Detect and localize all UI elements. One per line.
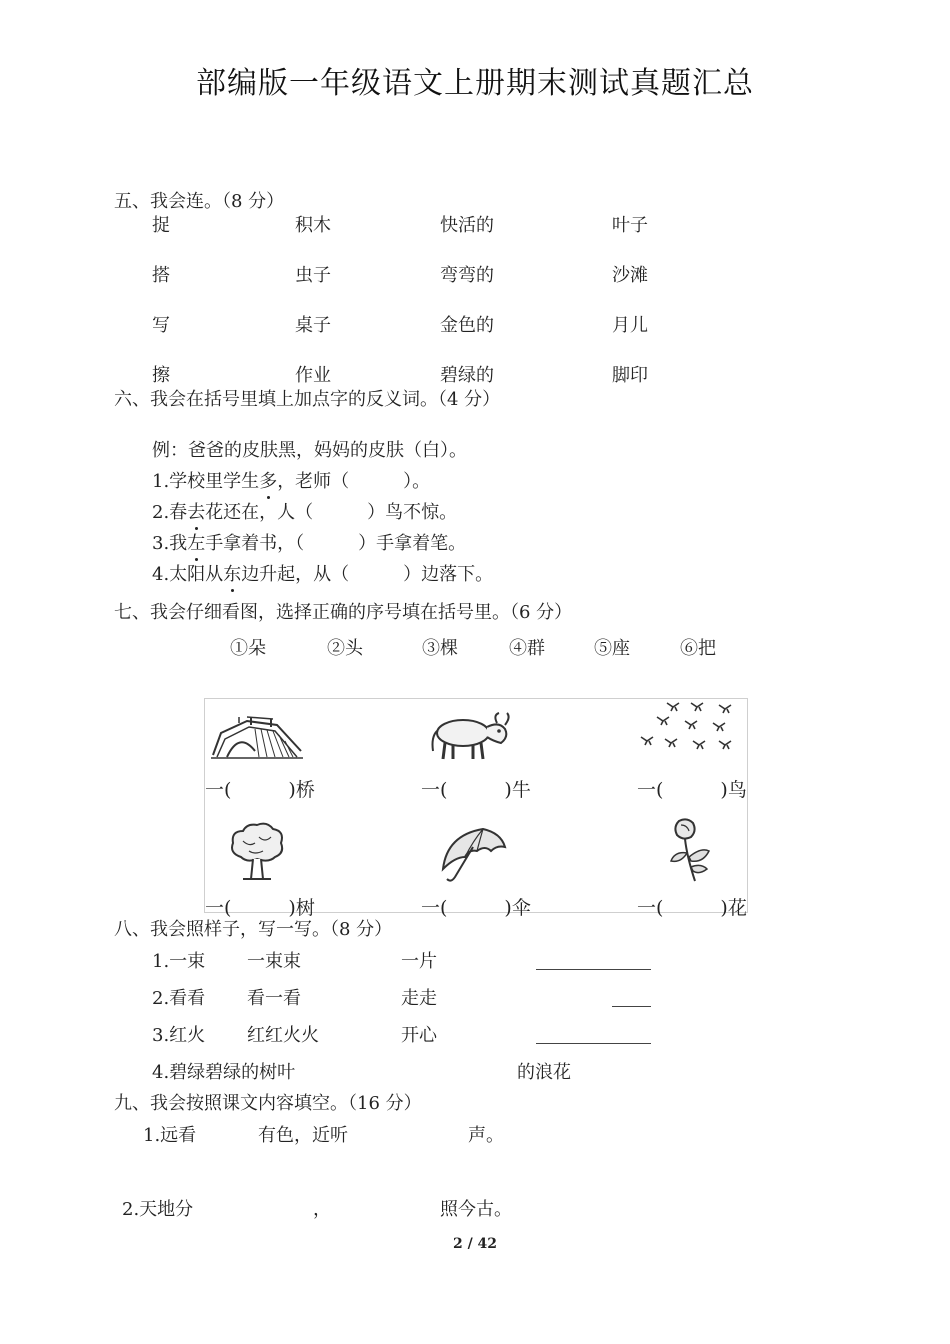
option-item: ⑤座 [594,638,630,659]
pattern-example-a: 3.红火 [152,1025,206,1046]
pattern-prompt: 开心 [401,1025,437,1046]
measure-word-blank: 一( )花 [637,897,747,919]
tree-icon [227,821,287,883]
antonym-item [152,502,457,524]
dotted-char: 左 [187,533,206,554]
section-9-heading: 九、我会按照课文内容填空。（16 分） [114,1093,422,1114]
match-col3-item: 金色的 [440,315,494,336]
measure-word-blank: 一( )伞 [421,897,531,919]
match-col4-item: 叶子 [612,215,648,236]
item-text-pre: 4.太阳从 [152,564,224,585]
measure-word-blank: 一( )牛 [421,779,531,801]
pattern-prompt: 走走 [401,988,437,1009]
birds-icon [637,699,745,763]
measure-word-blank: 一( )鸟 [637,779,747,801]
example-sentence: 例：爸爸的皮肤黑，妈妈的皮肤（白）。 [152,440,467,461]
antonym-item [152,533,466,555]
fill-text: 2.天地分 [122,1199,194,1220]
item-text-post: 手拿着书，（ ）手拿着笔。 [205,533,467,554]
fill-text: 有色，近听 [258,1125,348,1146]
item-text-post: ，老师（ ）。 [277,471,431,492]
ox-icon [427,711,517,763]
option-item: ③棵 [422,638,458,659]
match-col3-item: 碧绿的 [440,365,494,386]
item-text-pre: 1.学校里学生 [152,471,260,492]
fill-text: 照今古。 [440,1199,512,1220]
match-col2-item: 虫子 [295,265,331,286]
match-col4-item: 沙滩 [612,265,648,286]
page-title: 部编版一年级语文上册期末测试真题汇总 [196,66,754,101]
option-item: ⑥把 [680,638,716,659]
match-col4-item: 脚印 [612,365,648,386]
section-6-heading: 六、我会在括号里填上加点字的反义词。（4 分） [114,389,501,410]
item-text-pre: 3.我 [152,533,188,554]
dotted-char: 去 [187,502,206,523]
pattern-example-b: 看一看 [247,988,301,1009]
section-8-heading: 八、我会照样子，写一写。（8 分） [114,919,393,940]
option-item: ①朵 [230,638,266,659]
pattern-example-a: 2.看看 [152,988,206,1009]
picture-grid [204,698,748,919]
item-text-post: 边升起，从（ ）边落下。 [241,564,494,585]
measure-word-blank: 一( )树 [205,897,315,919]
page-number: 2 / 42 [452,1236,498,1252]
pattern-example-a: 1.一束 [152,951,206,972]
pattern-prompt: 的浪花 [517,1062,571,1083]
pattern-example-b: 红红火火 [247,1025,319,1046]
section-7-heading: 七、我会仔细看图，选择正确的序号填在括号里。（6 分） [114,602,573,623]
option-item: ②头 [327,638,363,659]
rose-icon [665,817,713,885]
section-5-heading: 五、我会连。（8 分） [114,191,285,212]
answer-blank[interactable] [612,990,651,1007]
option-item: ④群 [509,638,545,659]
fill-text: 声。 [468,1125,504,1146]
match-col2-item: 积木 [295,215,331,236]
antonym-item [152,471,430,493]
measure-word-blank: 一( )桥 [205,779,315,801]
fill-text: ， [313,1199,331,1220]
match-col3-item: 弯弯的 [440,265,494,286]
match-col1-item: 写 [152,315,170,336]
match-col1-item: 擦 [152,365,170,386]
pattern-example-a: 4.碧绿碧绿的树叶 [152,1062,296,1083]
fill-text: 1.远看 [143,1125,197,1146]
antonym-item [152,564,493,586]
answer-blank[interactable] [536,953,651,970]
dotted-char: 多 [259,471,278,492]
pattern-prompt: 一片 [401,951,437,972]
item-text-pre: 2.春 [152,502,188,523]
umbrella-icon [439,825,507,885]
bridge-icon [211,711,303,761]
match-col1-item: 捉 [152,215,170,236]
match-col1-item: 搭 [152,265,170,286]
dotted-char: 东 [223,564,242,585]
match-col2-item: 作业 [295,365,331,386]
match-col2-item: 桌子 [295,315,331,336]
pattern-example-b: 一束束 [247,951,301,972]
answer-blank[interactable] [536,1027,651,1044]
match-col3-item: 快活的 [440,215,494,236]
match-col4-item: 月儿 [612,315,648,336]
item-text-post: 花还在，人（ ）鸟不惊。 [205,502,458,523]
